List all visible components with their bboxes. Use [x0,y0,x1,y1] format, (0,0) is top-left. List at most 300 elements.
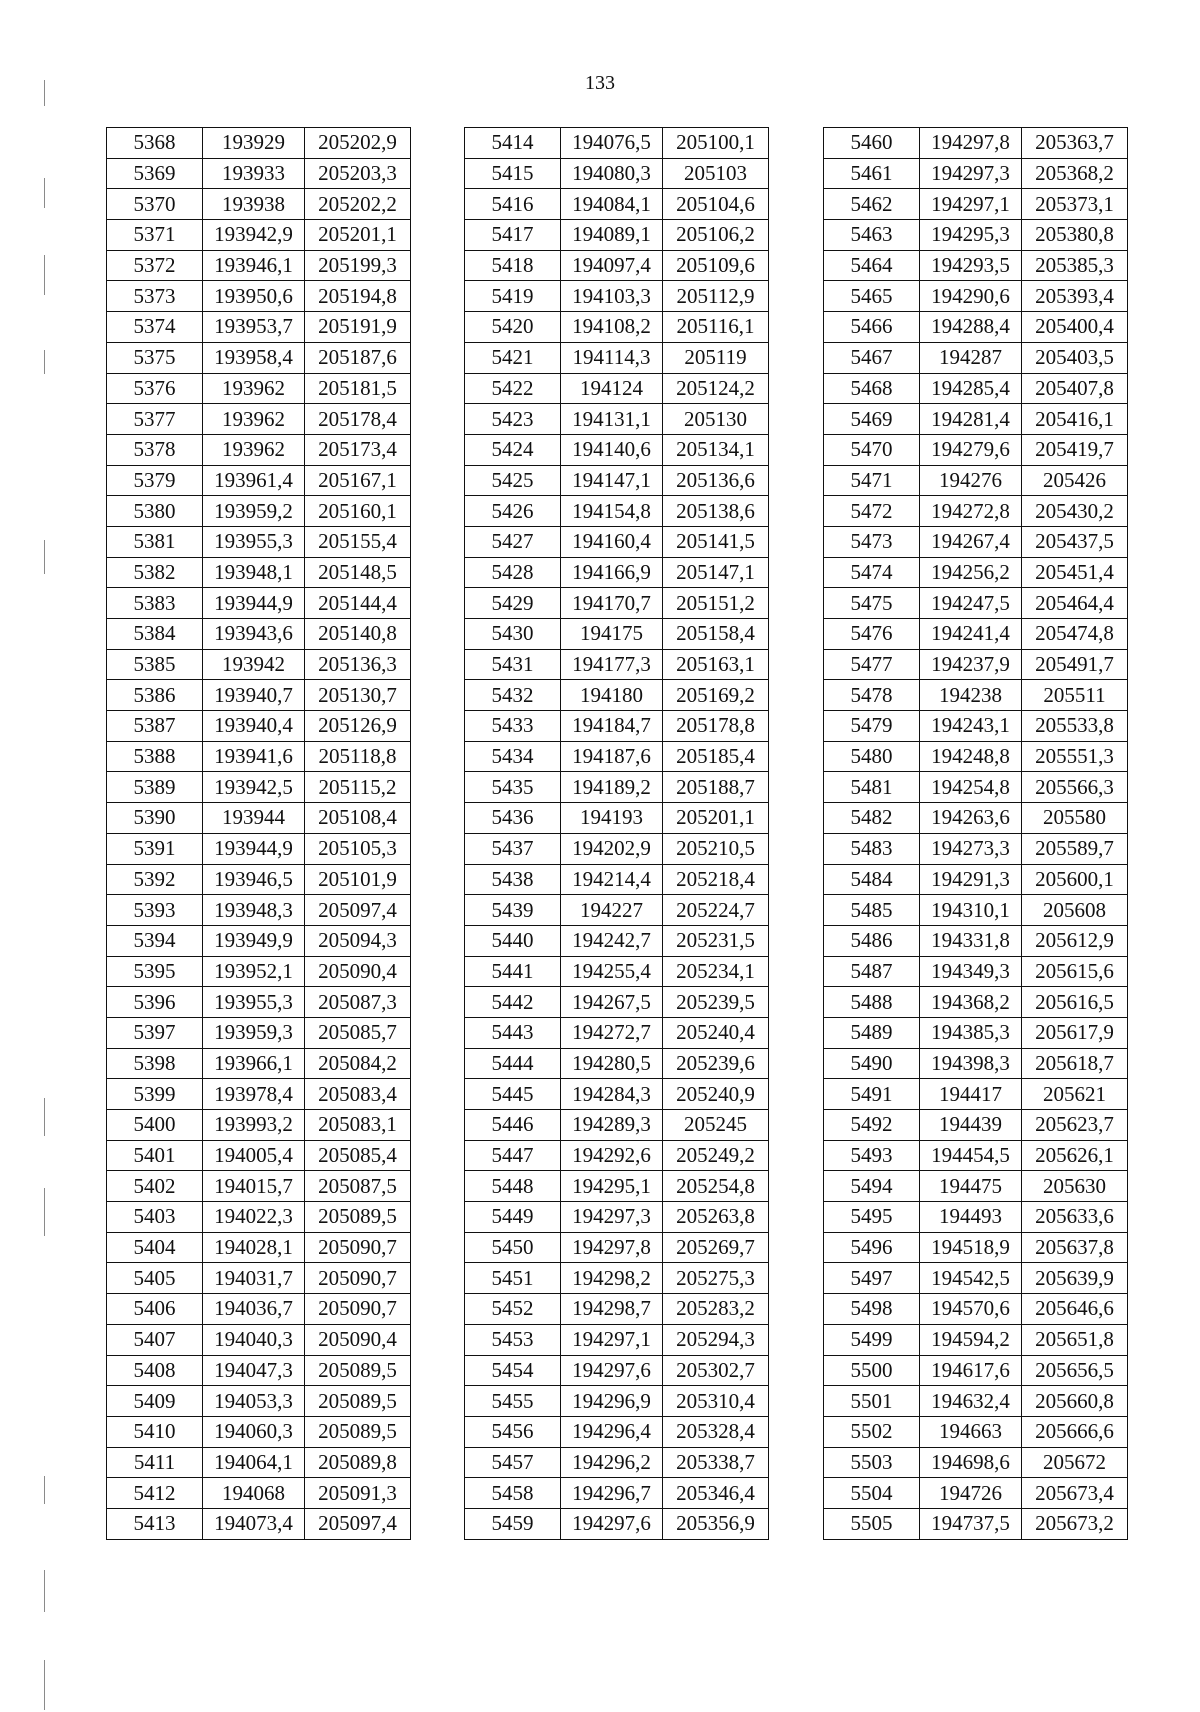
y-coordinate-cell: 205615,6 [1022,956,1128,987]
x-coordinate-cell: 194247,5 [920,588,1022,619]
table-row [107,496,411,527]
x-coordinate-cell: 193929 [203,128,305,159]
point-number-cell: 5403 [107,1202,203,1233]
point-number-cell: 5417 [465,220,561,251]
table-row [824,1017,1128,1048]
table-row [465,619,769,650]
y-coordinate-cell: 205451,4 [1022,557,1128,588]
table-row [465,1017,769,1048]
point-number-cell: 5468 [824,373,920,404]
x-coordinate-cell: 194267,5 [561,987,663,1018]
x-coordinate-cell: 193933 [203,158,305,189]
scan-edge-mark [44,1188,45,1236]
y-coordinate-cell: 205091,3 [305,1478,411,1509]
point-number-cell: 5461 [824,158,920,189]
scan-edge-mark [44,178,45,208]
y-coordinate-cell: 205094,3 [305,925,411,956]
point-number-cell: 5394 [107,925,203,956]
x-coordinate-cell: 194160,4 [561,526,663,557]
table-row [107,189,411,220]
y-coordinate-cell: 205263,8 [663,1202,769,1233]
table-row [824,1171,1128,1202]
point-number-cell: 5399 [107,1079,203,1110]
table-row [465,250,769,281]
point-number-cell: 5453 [465,1324,561,1355]
y-coordinate-cell: 205210,5 [663,833,769,864]
y-coordinate-cell: 205100,1 [663,128,769,159]
y-coordinate-cell: 205136,6 [663,465,769,496]
table-row [107,649,411,680]
point-number-cell: 5374 [107,312,203,343]
table-row [824,404,1128,435]
point-number-cell: 5393 [107,895,203,926]
x-coordinate-cell: 194295,3 [920,220,1022,251]
table-row [107,373,411,404]
y-coordinate-cell: 205148,5 [305,557,411,588]
x-coordinate-cell: 194290,6 [920,281,1022,312]
x-coordinate-cell: 193959,2 [203,496,305,527]
point-number-cell: 5368 [107,128,203,159]
x-coordinate-cell: 194439 [920,1110,1022,1141]
table-row [465,557,769,588]
table-row [107,465,411,496]
table-row [824,1048,1128,1079]
table-row [107,342,411,373]
y-coordinate-cell: 205302,7 [663,1355,769,1386]
point-number-cell: 5429 [465,588,561,619]
table-row [465,312,769,343]
y-coordinate-cell: 205474,8 [1022,619,1128,650]
table-row [465,772,769,803]
x-coordinate-cell: 194256,2 [920,557,1022,588]
point-number-cell: 5504 [824,1478,920,1509]
x-coordinate-cell: 194276 [920,465,1022,496]
point-number-cell: 5467 [824,342,920,373]
x-coordinate-cell: 194296,9 [561,1386,663,1417]
x-coordinate-cell: 193938 [203,189,305,220]
y-coordinate-cell: 205203,3 [305,158,411,189]
point-number-cell: 5369 [107,158,203,189]
table-row [824,189,1128,220]
point-number-cell: 5422 [465,373,561,404]
table-row [107,1048,411,1079]
table-row [107,864,411,895]
point-number-cell: 5420 [465,312,561,343]
coordinate-table-3 [823,127,1128,1540]
point-number-cell: 5480 [824,741,920,772]
table-row [824,342,1128,373]
table-row [465,1202,769,1233]
x-coordinate-cell: 194737,5 [920,1508,1022,1539]
table-row [465,1140,769,1171]
x-coordinate-cell: 193944,9 [203,588,305,619]
point-number-cell: 5469 [824,404,920,435]
y-coordinate-cell: 205097,4 [305,1508,411,1539]
y-coordinate-cell: 205666,6 [1022,1416,1128,1447]
x-coordinate-cell: 194267,4 [920,526,1022,557]
y-coordinate-cell: 205087,3 [305,987,411,1018]
point-number-cell: 5493 [824,1140,920,1171]
point-number-cell: 5381 [107,526,203,557]
table-row [465,987,769,1018]
table-row [465,1508,769,1539]
point-number-cell: 5432 [465,680,561,711]
x-coordinate-cell: 193941,6 [203,741,305,772]
point-number-cell: 5391 [107,833,203,864]
x-coordinate-cell: 193942 [203,649,305,680]
point-number-cell: 5426 [465,496,561,527]
table-row [465,342,769,373]
x-coordinate-cell: 194028,1 [203,1232,305,1263]
point-number-cell: 5402 [107,1171,203,1202]
x-coordinate-cell: 194237,9 [920,649,1022,680]
table-row [107,1110,411,1141]
table-row [107,220,411,251]
table-row [107,1171,411,1202]
y-coordinate-cell: 205224,7 [663,895,769,926]
x-coordinate-cell: 193944 [203,803,305,834]
x-coordinate-cell: 193940,7 [203,680,305,711]
point-number-cell: 5437 [465,833,561,864]
x-coordinate-cell: 194015,7 [203,1171,305,1202]
y-coordinate-cell: 205310,4 [663,1386,769,1417]
table-row [465,864,769,895]
table-row [465,588,769,619]
table-row [465,741,769,772]
x-coordinate-cell: 193959,3 [203,1017,305,1048]
x-coordinate-cell: 194493 [920,1202,1022,1233]
x-coordinate-cell: 193953,7 [203,312,305,343]
x-coordinate-cell: 194663 [920,1416,1022,1447]
y-coordinate-cell: 205464,4 [1022,588,1128,619]
x-coordinate-cell: 194279,6 [920,434,1022,465]
point-number-cell: 5407 [107,1324,203,1355]
y-coordinate-cell: 205201,1 [305,220,411,251]
y-coordinate-cell: 205608 [1022,895,1128,926]
y-coordinate-cell: 205612,9 [1022,925,1128,956]
y-coordinate-cell: 205218,4 [663,864,769,895]
x-coordinate-cell: 193961,4 [203,465,305,496]
x-coordinate-cell: 194005,4 [203,1140,305,1171]
y-coordinate-cell: 205085,7 [305,1017,411,1048]
x-coordinate-cell: 194031,7 [203,1263,305,1294]
table-row [107,250,411,281]
y-coordinate-cell: 205617,9 [1022,1017,1128,1048]
x-coordinate-cell: 194177,3 [561,649,663,680]
point-number-cell: 5472 [824,496,920,527]
y-coordinate-cell: 205660,8 [1022,1386,1128,1417]
x-coordinate-cell: 194080,3 [561,158,663,189]
x-coordinate-cell: 194103,3 [561,281,663,312]
scan-edge-mark [44,1660,45,1710]
x-coordinate-cell: 193950,6 [203,281,305,312]
y-coordinate-cell: 205163,1 [663,649,769,680]
x-coordinate-cell: 194140,6 [561,434,663,465]
x-coordinate-cell: 194698,6 [920,1447,1022,1478]
point-number-cell: 5499 [824,1324,920,1355]
y-coordinate-cell: 205673,4 [1022,1478,1128,1509]
table-row [107,557,411,588]
y-coordinate-cell: 205185,4 [663,741,769,772]
x-coordinate-cell: 194131,1 [561,404,663,435]
y-coordinate-cell: 205363,7 [1022,128,1128,159]
point-number-cell: 5449 [465,1202,561,1233]
point-number-cell: 5371 [107,220,203,251]
point-number-cell: 5479 [824,711,920,742]
y-coordinate-cell: 205533,8 [1022,711,1128,742]
point-number-cell: 5456 [465,1416,561,1447]
scan-edge-mark [44,1570,45,1612]
x-coordinate-cell: 194297,3 [561,1202,663,1233]
x-coordinate-cell: 193944,9 [203,833,305,864]
point-number-cell: 5425 [465,465,561,496]
y-coordinate-cell: 205656,5 [1022,1355,1128,1386]
y-coordinate-cell: 205112,9 [663,281,769,312]
x-coordinate-cell: 194273,3 [920,833,1022,864]
y-coordinate-cell: 205116,1 [663,312,769,343]
point-number-cell: 5380 [107,496,203,527]
point-number-cell: 5406 [107,1294,203,1325]
point-number-cell: 5477 [824,649,920,680]
x-coordinate-cell: 194454,5 [920,1140,1022,1171]
x-coordinate-cell: 194297,8 [920,128,1022,159]
table-row [107,1324,411,1355]
y-coordinate-cell: 205160,1 [305,496,411,527]
x-coordinate-cell: 194518,9 [920,1232,1022,1263]
point-number-cell: 5377 [107,404,203,435]
y-coordinate-cell: 205173,4 [305,434,411,465]
table-row [107,434,411,465]
y-coordinate-cell: 205400,4 [1022,312,1128,343]
table-row [824,220,1128,251]
table-row [824,987,1128,1018]
table-row [465,1355,769,1386]
y-coordinate-cell: 205249,2 [663,1140,769,1171]
table-row [824,250,1128,281]
y-coordinate-cell: 205167,1 [305,465,411,496]
table-row [107,680,411,711]
point-number-cell: 5457 [465,1447,561,1478]
y-coordinate-cell: 205090,7 [305,1294,411,1325]
point-number-cell: 5497 [824,1263,920,1294]
point-number-cell: 5464 [824,250,920,281]
table-row [465,373,769,404]
point-number-cell: 5489 [824,1017,920,1048]
table-row [107,741,411,772]
point-number-cell: 5388 [107,741,203,772]
y-coordinate-cell: 205651,8 [1022,1324,1128,1355]
point-number-cell: 5386 [107,680,203,711]
table-row [824,649,1128,680]
y-coordinate-cell: 205672 [1022,1447,1128,1478]
point-number-cell: 5400 [107,1110,203,1141]
x-coordinate-cell: 194298,7 [561,1294,663,1325]
y-coordinate-cell: 205637,8 [1022,1232,1128,1263]
point-number-cell: 5375 [107,342,203,373]
y-coordinate-cell: 205090,7 [305,1232,411,1263]
y-coordinate-cell: 205119 [663,342,769,373]
y-coordinate-cell: 205144,4 [305,588,411,619]
table-row [824,526,1128,557]
point-number-cell: 5404 [107,1232,203,1263]
point-number-cell: 5440 [465,925,561,956]
table-row [107,404,411,435]
point-number-cell: 5474 [824,557,920,588]
x-coordinate-cell: 193942,5 [203,772,305,803]
point-number-cell: 5379 [107,465,203,496]
point-number-cell: 5488 [824,987,920,1018]
y-coordinate-cell: 205178,4 [305,404,411,435]
y-coordinate-cell: 205234,1 [663,956,769,987]
y-coordinate-cell: 205138,6 [663,496,769,527]
table-row [465,1263,769,1294]
x-coordinate-cell: 194293,5 [920,250,1022,281]
table-row [107,711,411,742]
point-number-cell: 5445 [465,1079,561,1110]
point-number-cell: 5505 [824,1508,920,1539]
scan-edge-mark [44,540,45,574]
point-number-cell: 5418 [465,250,561,281]
point-number-cell: 5494 [824,1171,920,1202]
y-coordinate-cell: 205385,3 [1022,250,1128,281]
x-coordinate-cell: 194243,1 [920,711,1022,742]
x-coordinate-cell: 194147,1 [561,465,663,496]
x-coordinate-cell: 193962 [203,404,305,435]
coordinate-table-1 [106,127,411,1540]
table-row [465,158,769,189]
y-coordinate-cell: 205566,3 [1022,772,1128,803]
y-coordinate-cell: 205130,7 [305,680,411,711]
point-number-cell: 5411 [107,1447,203,1478]
y-coordinate-cell: 205085,4 [305,1140,411,1171]
point-number-cell: 5434 [465,741,561,772]
point-number-cell: 5397 [107,1017,203,1048]
x-coordinate-cell: 194114,3 [561,342,663,373]
x-coordinate-cell: 193962 [203,434,305,465]
table-row [824,833,1128,864]
y-coordinate-cell: 205430,2 [1022,496,1128,527]
x-coordinate-cell: 194726 [920,1478,1022,1509]
x-coordinate-cell: 194272,8 [920,496,1022,527]
scan-edge-mark [44,80,45,106]
table-row [465,956,769,987]
table-row [465,1171,769,1202]
table-row [824,680,1128,711]
x-coordinate-cell: 194254,8 [920,772,1022,803]
point-number-cell: 5410 [107,1416,203,1447]
y-coordinate-cell: 205373,1 [1022,189,1128,220]
x-coordinate-cell: 194284,3 [561,1079,663,1110]
point-number-cell: 5454 [465,1355,561,1386]
table-row [824,1140,1128,1171]
table-row [465,680,769,711]
table-row [824,772,1128,803]
point-number-cell: 5465 [824,281,920,312]
x-coordinate-cell: 194180 [561,680,663,711]
x-coordinate-cell: 194297,8 [561,1232,663,1263]
table-row [824,1110,1128,1141]
point-number-cell: 5423 [465,404,561,435]
x-coordinate-cell: 194297,3 [920,158,1022,189]
point-number-cell: 5446 [465,1110,561,1141]
x-coordinate-cell: 194291,3 [920,864,1022,895]
x-coordinate-cell: 193962 [203,373,305,404]
y-coordinate-cell: 205245 [663,1110,769,1141]
x-coordinate-cell: 193955,3 [203,987,305,1018]
scan-edge-mark [44,350,45,374]
point-number-cell: 5395 [107,956,203,987]
y-coordinate-cell: 205393,4 [1022,281,1128,312]
table-row [107,895,411,926]
table-row [107,526,411,557]
y-coordinate-cell: 205090,4 [305,1324,411,1355]
table-row [465,1416,769,1447]
x-coordinate-cell: 194297,1 [920,189,1022,220]
table-row [824,864,1128,895]
table-row [824,1447,1128,1478]
x-coordinate-cell: 194076,5 [561,128,663,159]
table-row [107,925,411,956]
table-row [107,987,411,1018]
x-coordinate-cell: 193993,2 [203,1110,305,1141]
y-coordinate-cell: 205151,2 [663,588,769,619]
y-coordinate-cell: 205633,6 [1022,1202,1128,1233]
point-number-cell: 5501 [824,1386,920,1417]
point-number-cell: 5458 [465,1478,561,1509]
y-coordinate-cell: 205089,5 [305,1416,411,1447]
point-number-cell: 5473 [824,526,920,557]
y-coordinate-cell: 205328,4 [663,1416,769,1447]
x-coordinate-cell: 194068 [203,1478,305,1509]
point-number-cell: 5435 [465,772,561,803]
point-number-cell: 5481 [824,772,920,803]
point-number-cell: 5414 [465,128,561,159]
table-row [824,1079,1128,1110]
y-coordinate-cell: 205103 [663,158,769,189]
y-coordinate-cell: 205178,8 [663,711,769,742]
point-number-cell: 5450 [465,1232,561,1263]
table-row [824,1232,1128,1263]
x-coordinate-cell: 194280,5 [561,1048,663,1079]
x-coordinate-cell: 194385,3 [920,1017,1022,1048]
y-coordinate-cell: 205623,7 [1022,1110,1128,1141]
table-row [824,1202,1128,1233]
x-coordinate-cell: 194047,3 [203,1355,305,1386]
table-row [465,1110,769,1141]
point-number-cell: 5421 [465,342,561,373]
table-row [107,619,411,650]
x-coordinate-cell: 194255,4 [561,956,663,987]
y-coordinate-cell: 205673,2 [1022,1508,1128,1539]
y-coordinate-cell: 205419,7 [1022,434,1128,465]
table-row [107,1294,411,1325]
point-number-cell: 5409 [107,1386,203,1417]
point-number-cell: 5430 [465,619,561,650]
point-number-cell: 5398 [107,1048,203,1079]
y-coordinate-cell: 205118,8 [305,741,411,772]
x-coordinate-cell: 193958,4 [203,342,305,373]
table-row [107,1355,411,1386]
y-coordinate-cell: 205084,2 [305,1048,411,1079]
y-coordinate-cell: 205089,5 [305,1386,411,1417]
x-coordinate-cell: 194053,3 [203,1386,305,1417]
x-coordinate-cell: 194089,1 [561,220,663,251]
table-row [824,158,1128,189]
point-number-cell: 5408 [107,1355,203,1386]
y-coordinate-cell: 205124,2 [663,373,769,404]
y-coordinate-cell: 205580 [1022,803,1128,834]
y-coordinate-cell: 205202,9 [305,128,411,159]
